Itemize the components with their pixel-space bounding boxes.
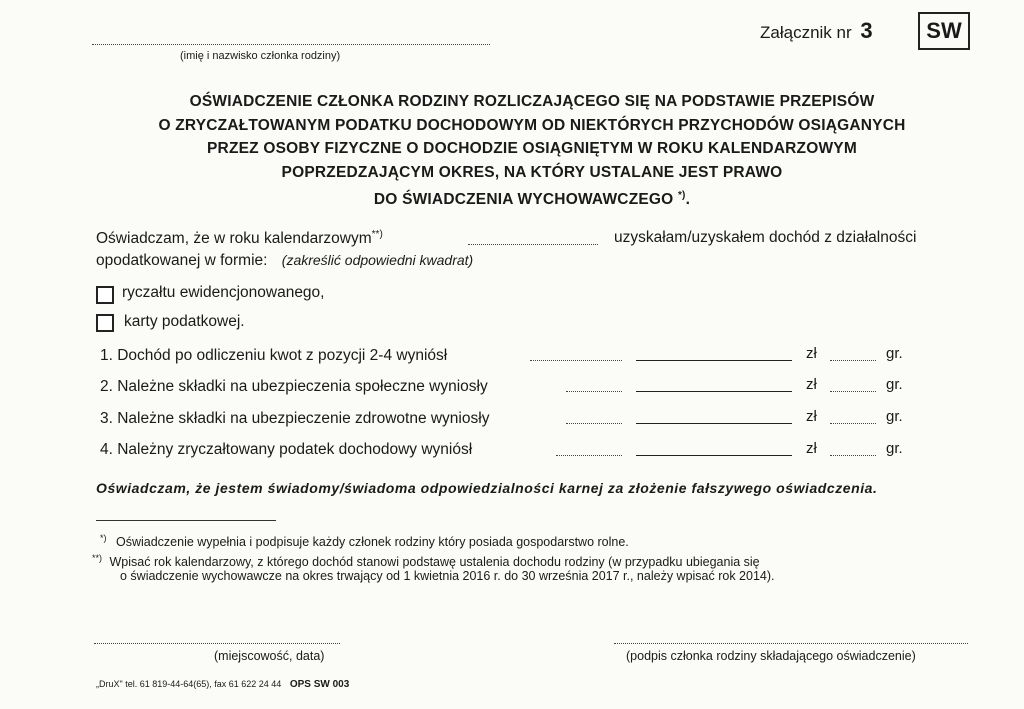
footnote-1: [100, 529, 629, 551]
row-currency-zl: zł: [806, 345, 817, 362]
row-grosze-field[interactable]: [830, 391, 876, 392]
attachment-number: 3: [860, 18, 873, 43]
row-label-income: 1. Dochód po odliczeniu kwot z pozycji 2-4 wyniósł: [100, 347, 448, 364]
attachment-label-text: Załącznik nr: [760, 23, 852, 42]
row-amount-field[interactable]: [636, 391, 792, 392]
statement-line2-text: opodatkowanej w formie:: [96, 252, 268, 269]
row-currency-zl: zł: [806, 408, 817, 425]
option-label-ryczalt: ryczałtu ewidencjonowanego,: [122, 284, 325, 301]
row-grosze-field[interactable]: [830, 423, 876, 424]
year-footnote-mark: **): [371, 229, 383, 240]
statement-line2: [96, 252, 473, 270]
signature-caption: (podpis członka rodziny składającego oświadczenie): [626, 649, 916, 663]
footnote-text: Oświadczenie wypełnia i podpisuje każdy członek rodziny który posiada gospodarstwo rolne.: [115, 535, 629, 550]
option-checkbox-ryczalt[interactable]: [96, 286, 114, 304]
document-title: [60, 90, 1004, 212]
place-date-caption: (miejscowość, data): [214, 649, 325, 663]
statement-hint: (zakreślić odpowiedni kwadrat): [281, 252, 474, 268]
row-label-social: 2. Należne składki na ubezpieczenia społeczne wyniosły: [100, 378, 488, 395]
option-checkbox-karta[interactable]: [96, 314, 114, 332]
row-leader-dots: [556, 455, 622, 456]
statement-text: Oświadczam, że w roku kalendarzowym: [96, 230, 372, 248]
row-currency-gr: gr.: [886, 408, 903, 425]
row-amount-field[interactable]: [636, 455, 792, 456]
row-grosze-field[interactable]: [830, 455, 876, 456]
footnote-separator: [96, 520, 276, 521]
row-label-tax: 4. Należny zryczałtowany podatek dochodowy wyniósł: [100, 441, 473, 458]
row-grosze-field[interactable]: [830, 360, 876, 361]
row-label-health: 3. Należne składki na ubezpieczenie zdrowotne wyniosły: [100, 410, 490, 427]
footnote-2-continuation: o świadczenie wychowawcze na okres trwający od 1 kwietnia 2016 r. do 30 września 2017 r., należy wpisać rok 2014).: [120, 569, 775, 583]
name-caption: (imię i nazwisko członka rodziny): [180, 50, 341, 62]
title-line: PRZEZ OSOBY FIZYCZNE O DOCHODZIE OSIĄGNIĘTYM W ROKU KALENDARZOWYM: [207, 140, 857, 157]
year-input-line[interactable]: [468, 244, 598, 245]
title-line: OŚWIADCZENIE CZŁONKA RODZINY ROZLICZAJĄCEGO SIĘ NA PODSTAWIE PRZEPISÓW: [189, 93, 875, 110]
footnote-mark: **): [92, 553, 103, 563]
place-date-field[interactable]: [94, 643, 340, 644]
row-currency-zl: zł: [806, 440, 817, 457]
declaration-text: Oświadczam, że jestem świadomy/świadoma odpowiedzialności karnej za złożenie fałszywego oświadczenia.: [96, 480, 878, 496]
signature-field[interactable]: [614, 643, 968, 644]
row-currency-gr: gr.: [886, 440, 903, 457]
title-line: O ZRYCZAŁTOWANYM PODATKU DOCHODOWYM OD NIEKTÓRYCH PRZYCHODÓW OSIĄGANYCH: [158, 116, 906, 134]
title-line: DO ŚWIADCZENIA WYCHOWAWCZEGO: [373, 191, 674, 209]
attachment-label: [760, 18, 873, 44]
form-code-box: SW: [918, 12, 970, 50]
row-leader-dots: [566, 423, 622, 424]
row-currency-gr: gr.: [886, 376, 903, 393]
title-footnote-mark: *): [677, 190, 686, 201]
title-line-last: DO ŚWIADCZENIA WYCHOWAWCZEGO *).: [373, 190, 691, 209]
printer-contact: „DruX" tel. 61 819-44-64(65), fax 61 622 24 44: [96, 679, 282, 689]
row-leader-dots: [530, 360, 622, 361]
row-currency-zl: zł: [806, 376, 817, 393]
name-field-line[interactable]: [92, 44, 490, 45]
row-leader-dots: [566, 391, 622, 392]
title-line: POPRZEDZAJĄCYM OKRES, NA KTÓRY USTALANE JEST PRAWO: [281, 163, 783, 181]
statement-part1: [96, 229, 383, 248]
row-currency-gr: gr.: [886, 345, 903, 362]
statement-part2: uzyskałam/uzyskałem dochód z działalności: [614, 229, 917, 246]
printer-info: [96, 679, 349, 690]
footnote-text: Wpisać rok kalendarzowy, z którego dochód stanowi podstawę ustalenia dochodu rodziny (w przypadku ubiegania się: [109, 555, 760, 570]
form-print-code: OPS SW 003: [289, 679, 350, 690]
footnote-mark: *): [100, 533, 107, 543]
option-label-karta: karty podatkowej.: [124, 313, 245, 330]
row-amount-field[interactable]: [636, 360, 792, 361]
row-amount-field[interactable]: [636, 423, 792, 424]
